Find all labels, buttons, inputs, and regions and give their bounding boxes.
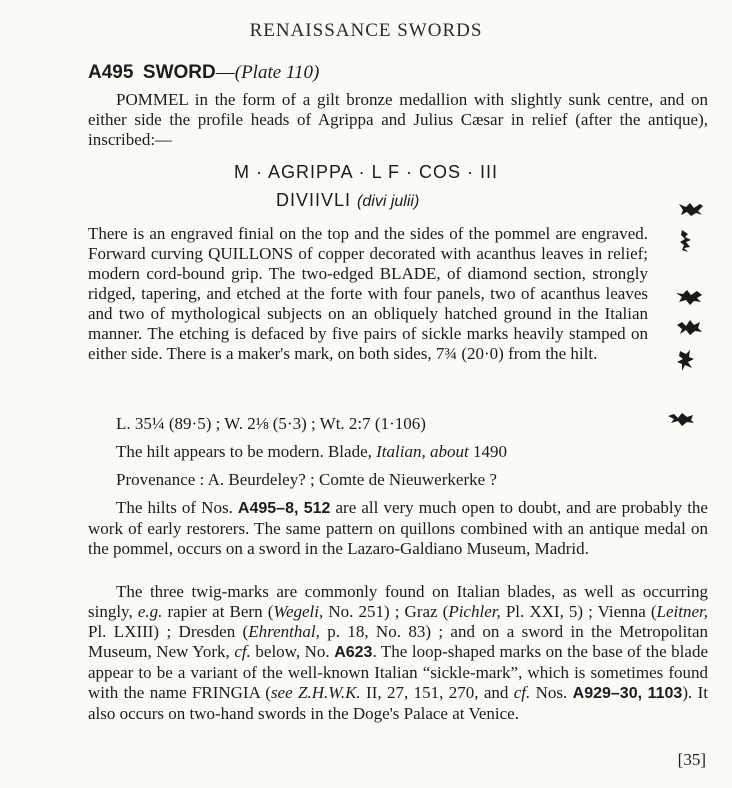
- marks-text: cf.: [234, 642, 251, 661]
- marks-text: Pichler,: [448, 602, 501, 621]
- marks-discussion: [88, 582, 708, 724]
- marks-text: Wegeli,: [273, 602, 324, 621]
- catalogue-ref: A623: [334, 644, 373, 661]
- entry-number: A495: [88, 62, 134, 83]
- marks-text: rapier at Bern (: [162, 602, 274, 621]
- twig-mark-icon: [676, 228, 698, 254]
- inscription-line-1: M · AGRIPPA · L F · COS · III: [233, 162, 499, 182]
- inscription-gloss: (divi julii): [357, 193, 420, 210]
- hilt-note-year: 1490: [468, 442, 507, 461]
- hilts-note-text-a: The hilts of Nos.: [116, 498, 238, 517]
- measurements: L. 35¼ (89·5) ; W. 2⅛ (5·3) ; Wt. 2:7 (1·106): [116, 414, 426, 433]
- catalogue-refs: A929–30, 1103: [572, 685, 683, 702]
- hilt-note: [116, 442, 507, 462]
- inscription-text: DIVIIVLI: [276, 190, 352, 210]
- hilts-note-text-b: are all very much open to doubt, and are probably the work of early restorers. The same pattern on quillons combined with an antique medal on the pommel, occurs on a sword in the Lazaro-Galdiano Museum, Madrid.: [88, 498, 708, 558]
- inscription-line-2: [276, 190, 419, 211]
- marks-text: below, No.: [250, 642, 335, 661]
- hilt-note-italic: Italian, about: [376, 442, 469, 461]
- marks-text: Nos.: [530, 683, 573, 702]
- plate-reference: (Plate 110): [234, 62, 320, 83]
- entry-title: [88, 62, 319, 84]
- marks-text: II, 27, 151, 270, and: [360, 683, 514, 702]
- marks-text: . The loop-shaped marks on the base of the blade appear to be a variant of the well-known Italian “sickle-mark”, which is sometimes found with the name FRINGIA (: [88, 642, 708, 702]
- marks-text: Pl. LXIII) ; Dresden (: [88, 622, 249, 641]
- marks-text: Pl. XXI, 5) ; Vienna (: [500, 602, 657, 621]
- marks-text: The three twig-marks are commonly found on Italian blades, as well as occurring singly,: [88, 582, 708, 621]
- marks-text: p. 18, No. 83) ; and on a sword in the Metropolitan Museum, New York,: [88, 622, 708, 661]
- marks-text: cf.: [513, 683, 531, 702]
- sickle-mark-icon: [674, 316, 704, 338]
- twig-mark-icon: [674, 348, 698, 374]
- sickle-mark-icon: [674, 286, 704, 308]
- blade-description: There is an engraved finial on the top and the sides of the pommel are engraved. Forward curving QUILLONS of copper decorated with acanthus leaves in relief; modern cord-bound grip. The two-edged BLADE, of diamond section, strongly ridged, tapering, and etched at the forte with four panels, two of acanthus leaves and two of mythological subjects on an obliquely hatched ground in the Italian manner. The etching is defaced by five pairs of sickle marks heavily stamped on either side. There is a maker's mark, on both sides, 7¾ (20·0) from the hilt.: [88, 224, 648, 363]
- hilt-note-text: The hilt appears to be modern. Blade,: [116, 442, 377, 461]
- catalogue-refs: A495–8, 512: [237, 500, 331, 517]
- marks-text: Leitner,: [656, 602, 708, 621]
- entry-name: SWORD: [142, 62, 216, 83]
- running-head: RENAISSANCE SWORDS: [249, 20, 483, 41]
- marks-text: No. 251) ; Graz (: [323, 602, 449, 621]
- hilts-note: [88, 498, 708, 559]
- page-number: [35]: [677, 750, 706, 769]
- marks-text: e.g.: [137, 602, 163, 621]
- entry-dash: —: [215, 62, 235, 83]
- provenance: Provenance : A. Beurdeley? ; Comte de Nieuwerkerke ?: [116, 470, 497, 489]
- marks-text: ). It also occurs on two-hand swords in the Doge's Palace at Venice.: [88, 683, 708, 723]
- sickle-mark-icon: [666, 408, 696, 430]
- marks-text: see Z.H.W.K.: [270, 683, 361, 702]
- sickle-mark-icon: [676, 198, 706, 220]
- marks-text: Ehrenthal,: [248, 622, 320, 641]
- pommel-description: POMMEL in the form of a gilt bronze medallion with slightly sunk centre, and on either side the profile heads of Agrippa and Julius Cæsar in relief (after the antique), inscribed:—: [88, 90, 708, 149]
